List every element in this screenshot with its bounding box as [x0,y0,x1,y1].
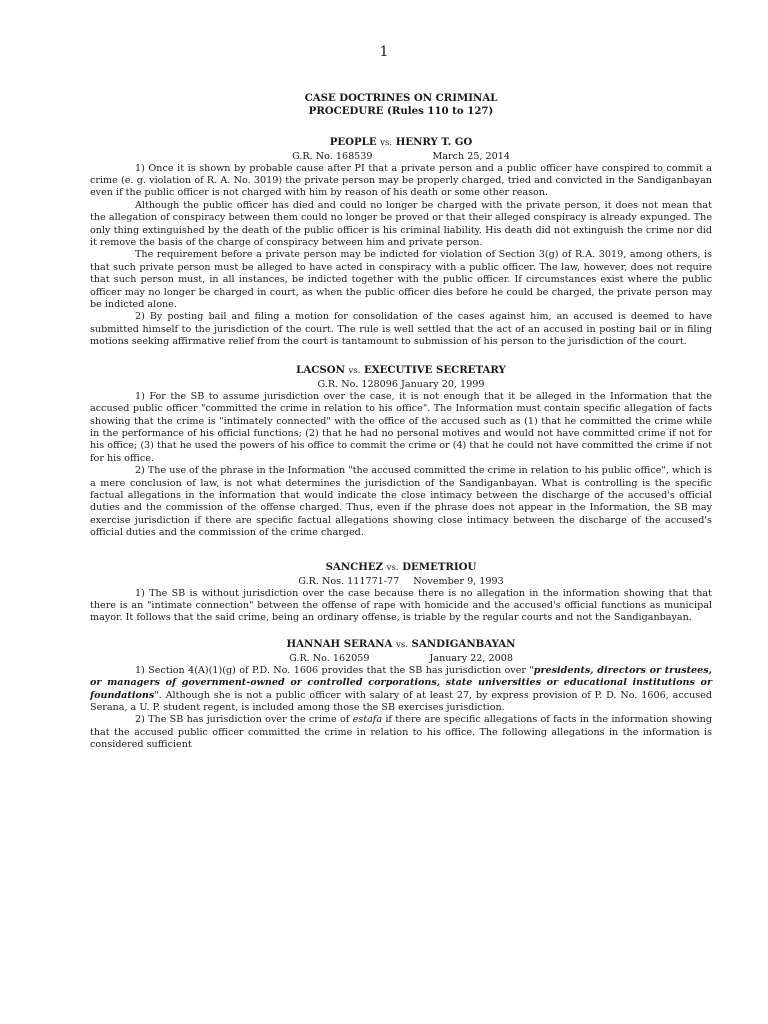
case-gr-number: G.R. Nos. 111771-77 [298,575,400,587]
case-citation [90,378,712,391]
case-heading [90,136,712,150]
case-section [90,364,712,540]
case-citation [90,652,712,665]
case-paragraph: The requirement before a private person may be indicted for violation of Section 3(g) of R.A. 3019, among others, is that such private person must be alleged to have acted in conspiracy with a public officer. The law, however, does not require that such person must, in all instances, be indicted together with the public officer. If circumstances exist where the public officer may no longer be charged in court, as when the public officer dies before he could be charged, the private person may be indicted alone. [90,249,712,311]
case-party-2: DEMETRIOU [402,560,477,573]
case-paragraph: 1) For the SB to assume jurisdiction over the case, it is not enough that it be alleged in the Information that the accused public officer "committed the crime in relation to his office". The Information must contain specific allegation of facts showing that the crime is "intimately connected" with the office of the accused such as (1) that he committed the crime while in the performance of his official functions; (2) that he had no personal motives and would not have committed crime if not for his office; (3) that he used the powers of his office to commit the crime or (4) that he could not have committed the crime if not for his office. [90,390,712,464]
case-date: January 20, 1999 [401,378,485,390]
case-citation [90,150,712,163]
case-party-1: SANCHEZ [325,560,384,573]
case-gr-number: G.R. No. 162059 [289,652,370,664]
case-citation [90,575,712,588]
case-paragraph-text: ". Although she is not a public officer with salary of at least 27, by express provision of P. D. No. 1606, accused Serana, a U. P. student regent, is included among those the SB exercises jurisdiction. [90,689,712,713]
case-party-1: HANNAH SERANA [286,637,393,650]
case-paragraph [90,665,712,715]
document-title-line-1: CASE DOCTRINES ON CRIMINAL [304,92,498,104]
case-heading [90,638,712,652]
case-date: January 22, 2008 [429,652,513,664]
case-party-2: EXECUTIVE SECRETARY [364,363,506,376]
case-party-2: SANDIGANBAYAN [411,637,516,650]
case-heading [90,364,712,378]
case-paragraph: 1) The SB is without jurisdiction over the case because there is no allegation in the information showing that that there is an "intimate connection" between the offense of rape with homicide and the accused's official functions as municipal mayor. It follows that the said crime, being an ordinary offense, is triable by the regular courts and not the Sandiganbayan. [90,587,712,624]
case-paragraph: 1) Once it is shown by probable cause after PI that a private person and a public officer have conspired to commit a crime (e. g. violation of R. A. No. 3019) the private person may be properly charged, tried and convicted in the Sandiganbayan even if the public officer is not charged with him by reason of his death or some other reason. [90,162,712,199]
case-date: March 25, 2014 [432,150,510,162]
case-paragraph-emphasis: presidents, directors or trustees, or managers of government-owned or controlled corporations, state universities or educational institutions or foundations [90,664,712,701]
case-paragraph: 2) The use of the phrase in the Information "the accused committed the crime in relation to his public office", which is a mere conclusion of law, is not what determines the jurisdiction of the Sandiganbayan. What is controlling is the specific factual allegations in the information that would indicate the close intimacy between the discharge of the accused's official duties and the commission of the offense charged. Thus, even if the phrase does not appear in the Information, the SB may exercise jurisdiction if there are specific factual allegations showing close intimacy between the discharge of the accused's official duties and the commission of the crime charged. [90,465,712,539]
document-title-line-2: PROCEDURE (Rules 110 to 127) [308,104,494,117]
case-section [90,136,712,349]
case-paragraph: Although the public officer has died and could no longer be charged with the private person, it does not mean that the allegation of conspiracy between them could no longer be proved or that their alleged conspiracy is already expunged. The only thing extinguished by the death of the public officer is his criminal liability. His death did not extinguish the crime nor did it remove the basis of the charge of conspiracy between him and private person. [90,199,712,249]
case-paragraph-text: if there are specific allegations of facts in the information showing that the accused public officer committed the crime in relation to his office. The following allegations in the information is considered sufficient [90,714,712,751]
case-paragraph-emphasis: estafa [352,714,383,726]
case-party-1: LACSON [296,363,345,376]
case-party-1: PEOPLE [329,135,377,148]
case-paragraph: 2) By posting bail and filing a motion for consolidation of the cases against him, an accused is deemed to have submitted himself to the jurisdiction of the court. The rule is well settled that the act of an accused in posting bail or in filing motions seeking affirmative relief from the court is tantamount to submission of his person to the jurisdiction of the court. [90,311,712,348]
case-section [90,638,712,752]
case-paragraph-text: 2) The SB has jurisdiction over the crime of [135,714,353,726]
case-vs: vs. [386,562,399,573]
case-gr-number: G.R. No. 128096 [317,378,398,390]
case-heading [90,561,712,575]
case-vs: vs. [348,365,361,376]
case-gr-number: G.R. No. 168539 [292,150,373,162]
case-date: November 9, 1993 [413,575,504,587]
case-party-2: HENRY T. GO [395,135,473,148]
document-body [90,92,712,752]
case-vs: vs. [396,639,408,650]
case-vs: vs. [380,137,393,148]
page-number: 1 [379,44,389,60]
case-section [90,561,712,625]
case-paragraph [90,714,712,751]
case-paragraph-text: 1) Section 4(A)(1)(g) of P.D. No. 1606 provides that the SB has jurisdiction over " [135,664,534,676]
